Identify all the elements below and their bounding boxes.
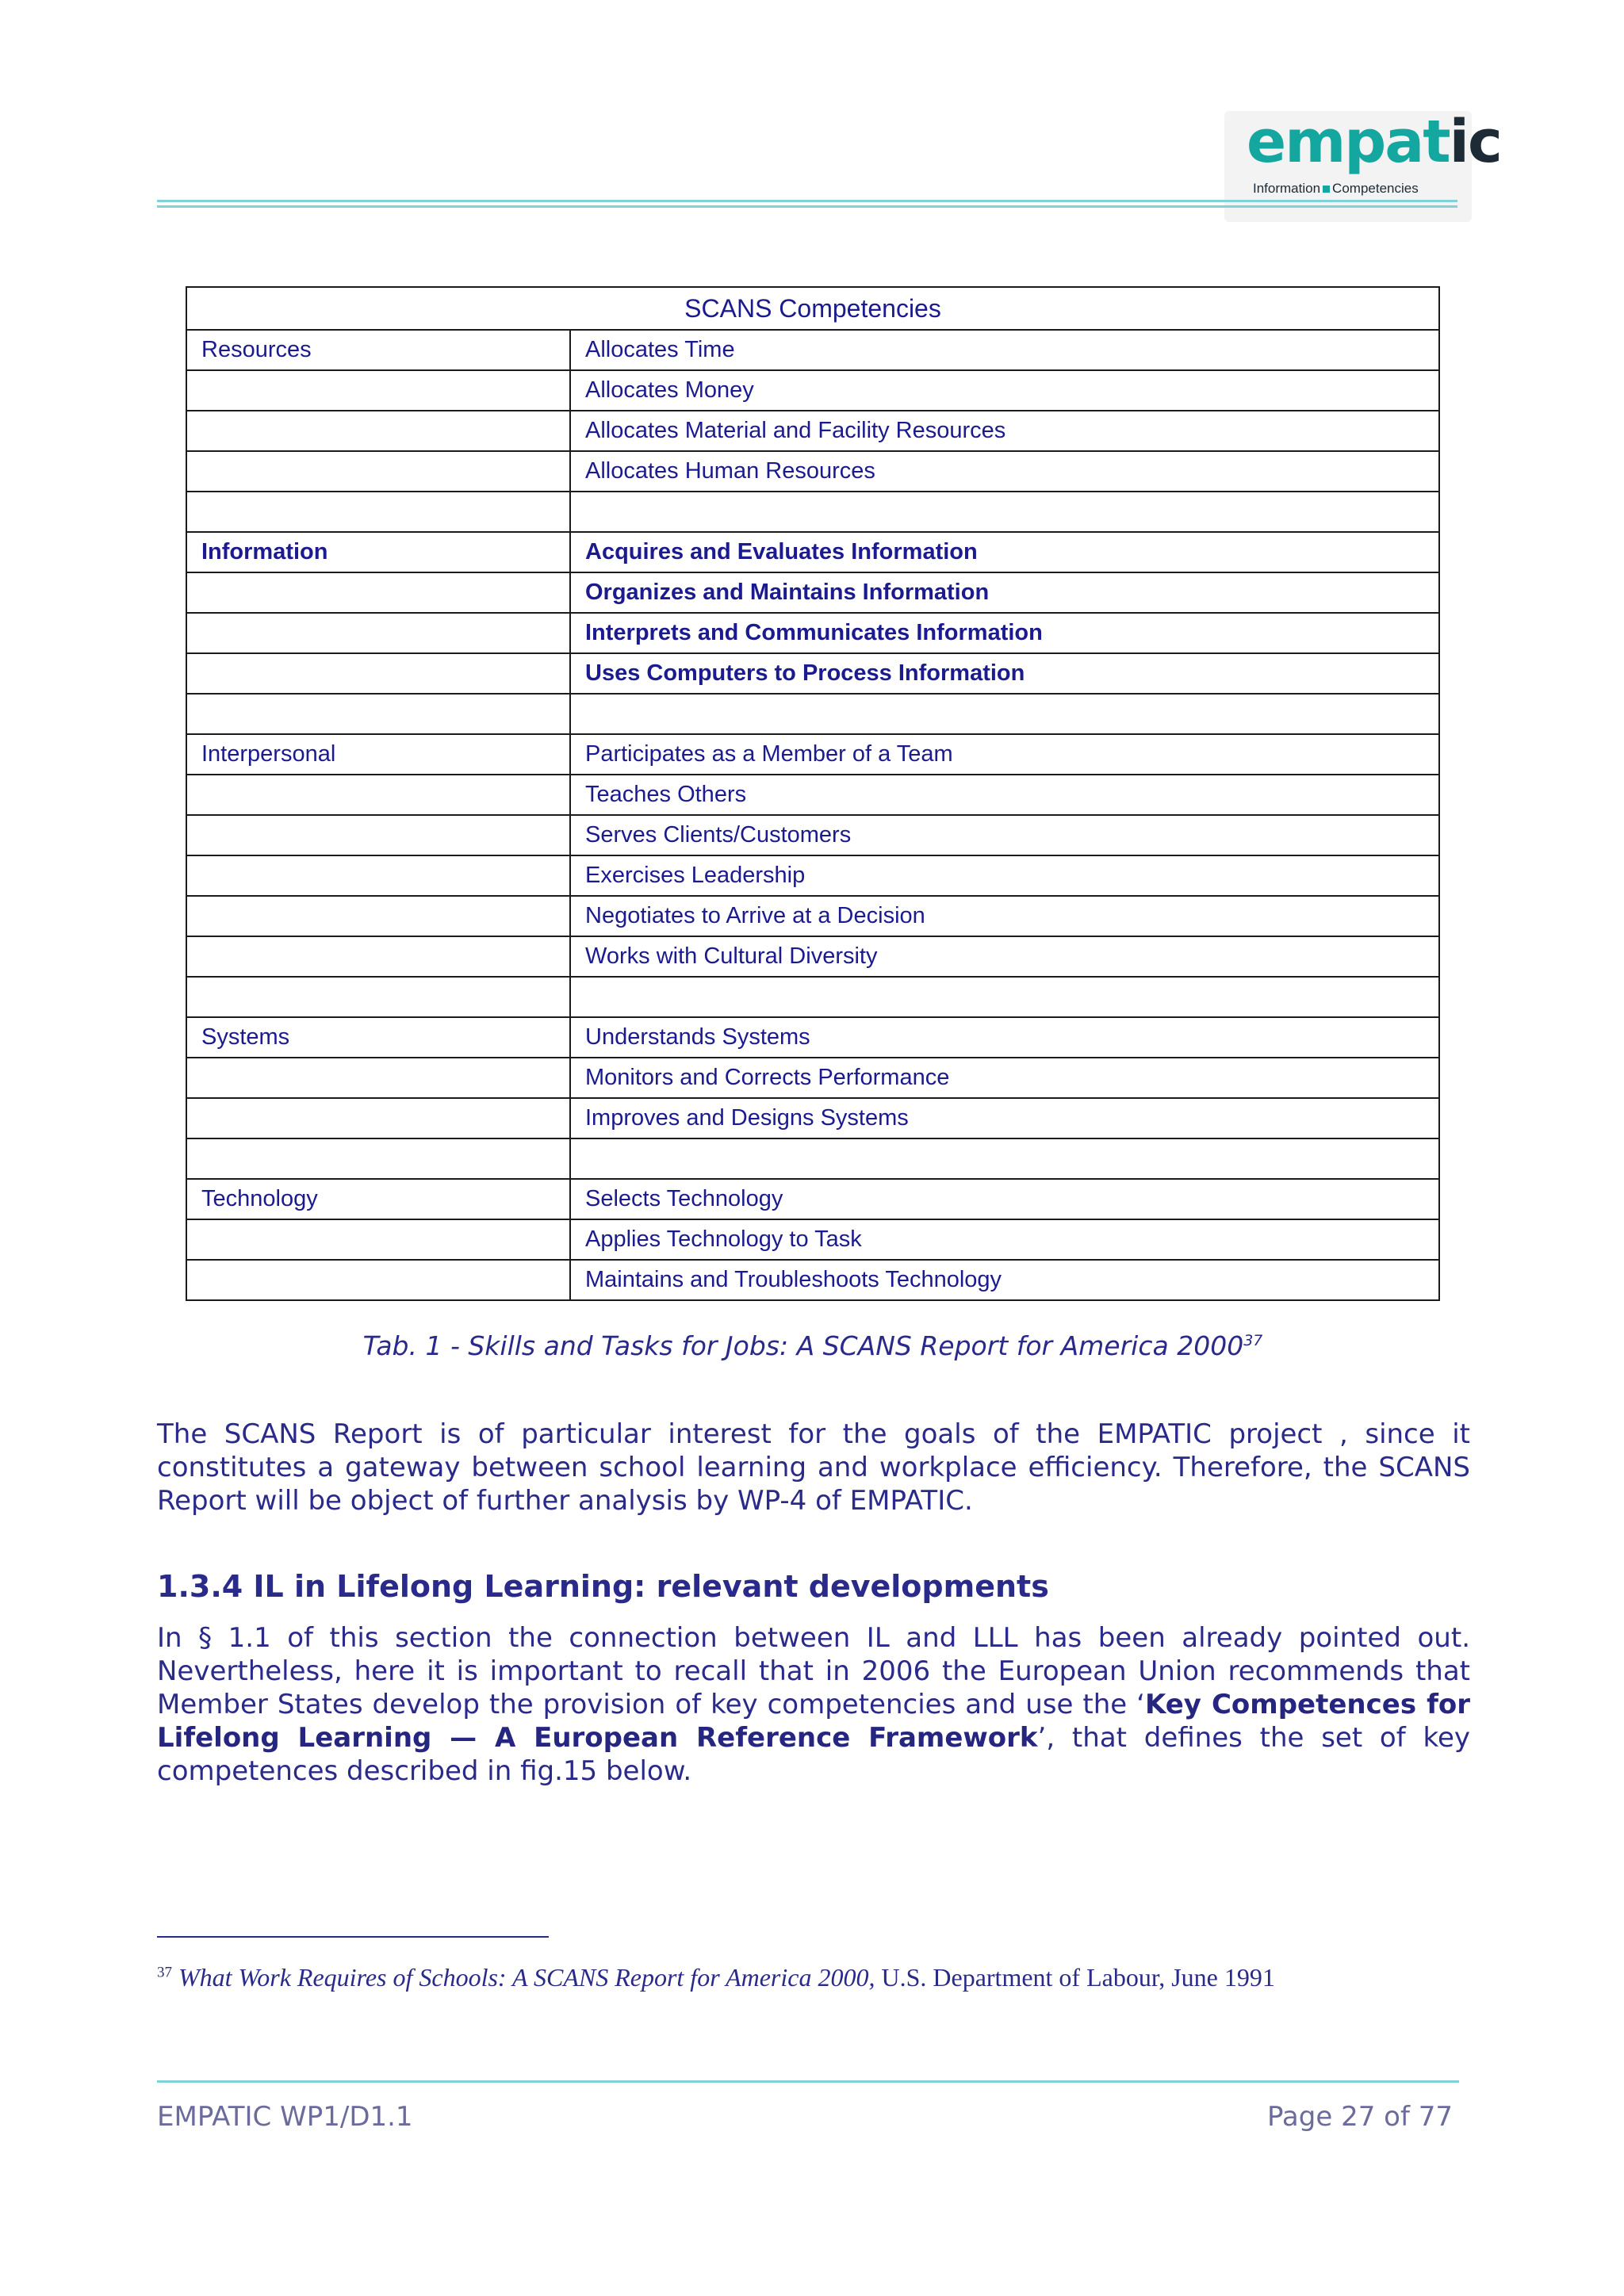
competency-item: Allocates Human Resources [570, 451, 1439, 492]
competency-item: Organizes and Maintains Information [570, 572, 1439, 613]
competency-area [186, 451, 570, 492]
footer-page-number: Page 27 of 77 [1266, 2101, 1453, 2133]
table-row [186, 775, 1439, 815]
competency-area [186, 694, 570, 734]
competency-area [186, 977, 570, 1017]
paragraph-scans-report: The SCANS Report is of particular interest for the goals of the EMPATIC project , since it constitutes a gateway between school learning and workplace efficiency. Therefore, the SCANS Report will be object of further analysis by WP-4 of EMPATIC. [157, 1418, 1470, 1517]
table-title-row [186, 287, 1439, 330]
competency-area [186, 896, 570, 936]
footnote-separator [157, 1936, 549, 1938]
competency-item: Teaches Others [570, 775, 1439, 815]
competency-area: Interpersonal [186, 734, 570, 775]
table-row [186, 1219, 1439, 1260]
table-row [186, 653, 1439, 694]
table-row [186, 734, 1439, 775]
competency-area: Systems [186, 1017, 570, 1058]
competency-area [186, 1138, 570, 1179]
footer-doc-id: EMPATIC WP1/D1.1 [157, 2101, 413, 2133]
logo-word-part1: empat [1247, 108, 1450, 176]
competency-item: Selects Technology [570, 1179, 1439, 1219]
competency-area [186, 411, 570, 451]
competency-item: Interprets and Communicates Information [570, 613, 1439, 653]
table-row [186, 451, 1439, 492]
logo-tagline [1253, 181, 1419, 197]
header-rule-1 [157, 200, 1457, 202]
paragraph2-after: ’, that defines the set of key competences described in fig.15 below. [157, 1722, 1470, 1787]
competency-area [186, 1058, 570, 1098]
table-row [186, 1017, 1439, 1058]
competency-area [186, 370, 570, 411]
table-caption [186, 1330, 1440, 1361]
table-row [186, 411, 1439, 451]
competency-area [186, 855, 570, 896]
competency-area [186, 815, 570, 855]
caption-footnote-ref: 37 [1243, 1332, 1263, 1349]
table-title: SCANS Competencies [186, 287, 1439, 330]
table-row [186, 936, 1439, 977]
scans-competencies-table [186, 286, 1440, 1301]
competency-area [186, 1260, 570, 1300]
competency-item: Maintains and Troubleshoots Technology [570, 1260, 1439, 1300]
competency-item: Participates as a Member of a Team [570, 734, 1439, 775]
competency-area [186, 936, 570, 977]
table-row [186, 572, 1439, 613]
table-row [186, 1098, 1439, 1138]
table-row [186, 492, 1439, 532]
table-row [186, 694, 1439, 734]
competency-area: Information [186, 532, 570, 572]
section-heading: 1.3.4 IL in Lifelong Learning: relevant developments [157, 1569, 1049, 1604]
competency-item: Applies Technology to Task [570, 1219, 1439, 1260]
competency-item: Negotiates to Arrive at a Decision [570, 896, 1439, 936]
competency-area [186, 613, 570, 653]
table-row [186, 1179, 1439, 1219]
paragraph2-bold: Key Competences for Lifelong Learning — A European Reference Framework [157, 1689, 1471, 1754]
competency-area [186, 1098, 570, 1138]
competency-item: Allocates Material and Facility Resources [570, 411, 1439, 451]
competency-area: Technology [186, 1179, 570, 1219]
table-row [186, 330, 1439, 370]
competency-area: Resources [186, 330, 570, 370]
competency-item: Works with Cultural Diversity [570, 936, 1439, 977]
logo-square-icon [1323, 186, 1330, 193]
table-row [186, 815, 1439, 855]
table-row [186, 896, 1439, 936]
caption-text: Tab. 1 - Skills and Tasks for Jobs: A SCANS Report for America 2000 [362, 1330, 1244, 1361]
competency-area [186, 492, 570, 532]
footnote-number: 37 [157, 1964, 172, 1981]
logo-word-part2: ic [1449, 108, 1501, 176]
competency-item: Allocates Money [570, 370, 1439, 411]
competency-area [186, 572, 570, 613]
logo-wordmark [1247, 108, 1501, 176]
competency-item [570, 1138, 1439, 1179]
table-row [186, 370, 1439, 411]
competency-item [570, 694, 1439, 734]
table-row [186, 1058, 1439, 1098]
competency-item: Monitors and Corrects Performance [570, 1058, 1439, 1098]
footnote [157, 1963, 1275, 1992]
header-rule-2 [157, 205, 1457, 208]
table-row [186, 1260, 1439, 1300]
competency-item [570, 492, 1439, 532]
competency-area [186, 653, 570, 694]
footer-rule [157, 2080, 1459, 2083]
paragraph-lifelong-learning [157, 1621, 1470, 1788]
table-row [186, 855, 1439, 896]
competency-item: Uses Computers to Process Information [570, 653, 1439, 694]
table-row [186, 977, 1439, 1017]
paragraph2-before: In § 1.1 of this section the connection between IL and LLL has been already pointed out. Nevertheless, here it is important to recall that in 2006 the European Union recommends that Member States develop the provision of key competencies and use the ‘ [157, 1622, 1470, 1720]
competency-area [186, 1219, 570, 1260]
logo-tagline-2: Competencies [1332, 181, 1419, 196]
logo-tagline-1: Information [1253, 181, 1321, 196]
table-row [186, 1138, 1439, 1179]
footnote-source: U.S. Department of Labour, June 1991 [875, 1963, 1275, 1992]
competency-item: Allocates Time [570, 330, 1439, 370]
competency-item: Acquires and Evaluates Information [570, 532, 1439, 572]
competency-item [570, 977, 1439, 1017]
table-row [186, 532, 1439, 572]
competency-item: Serves Clients/Customers [570, 815, 1439, 855]
competency-item: Improves and Designs Systems [570, 1098, 1439, 1138]
competency-item: Understands Systems [570, 1017, 1439, 1058]
table-row [186, 613, 1439, 653]
competency-item: Exercises Leadership [570, 855, 1439, 896]
footnote-title: What Work Requires of Schools: A SCANS Report for America 2000, [178, 1963, 875, 1992]
competency-area [186, 775, 570, 815]
